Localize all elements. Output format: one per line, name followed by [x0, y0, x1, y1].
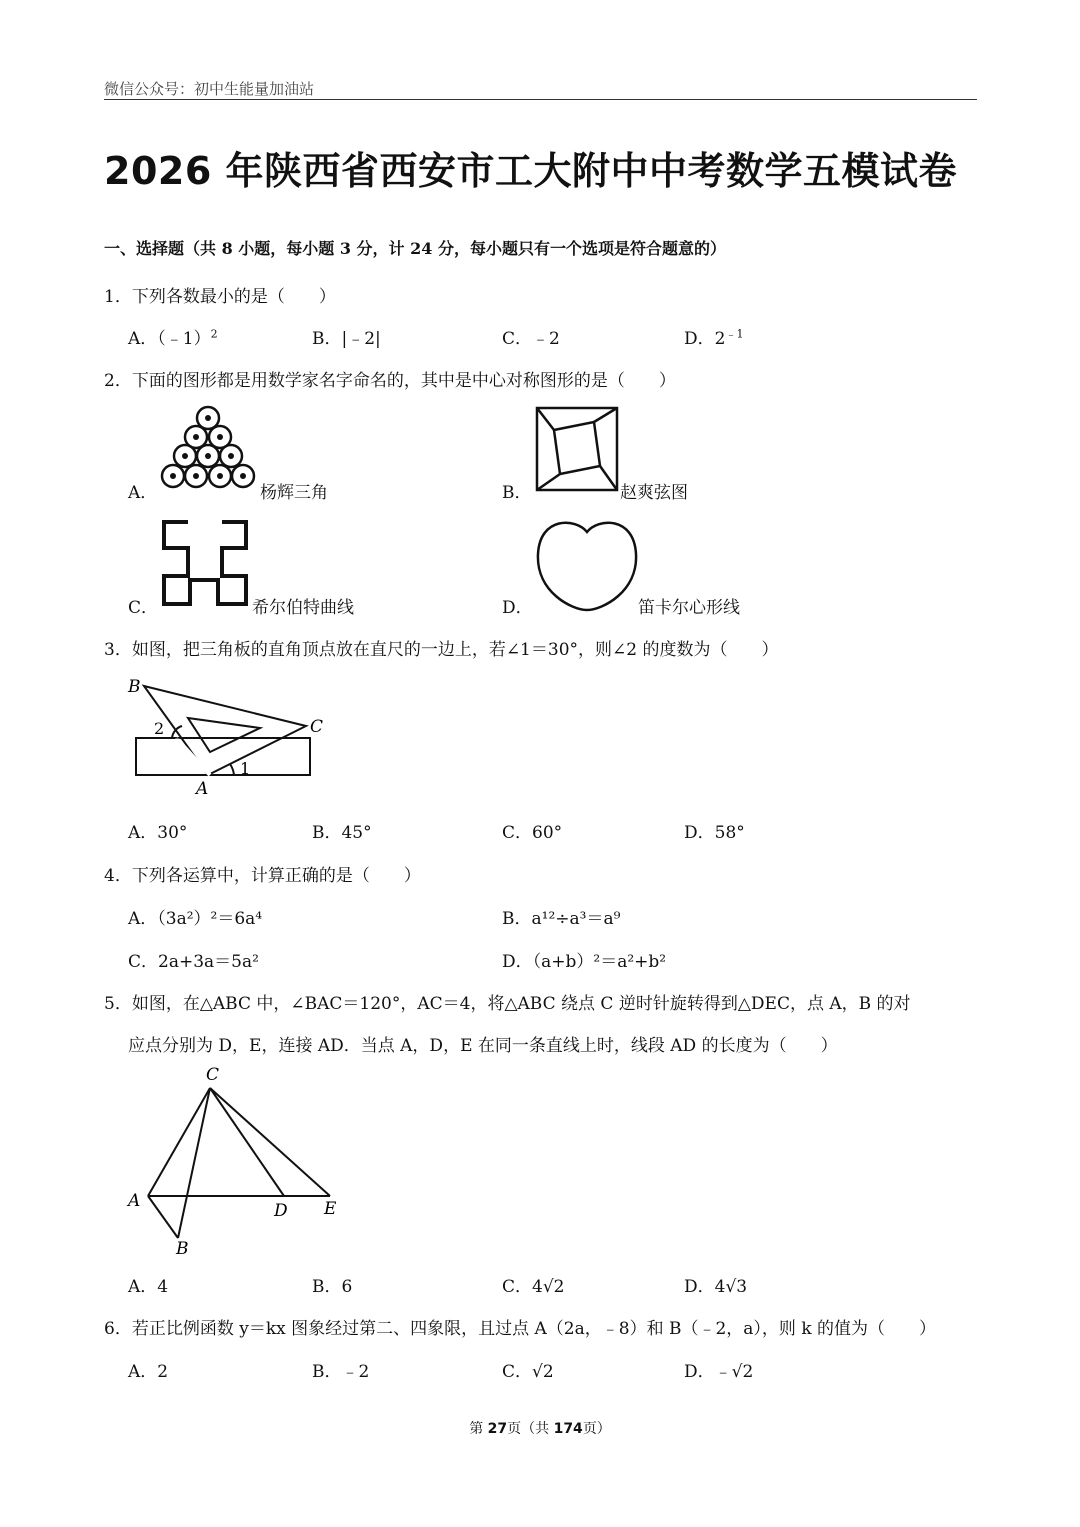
- question-2-caption-c: 希尔伯特曲线: [252, 598, 354, 618]
- question-5-option-a: A．4: [128, 1277, 169, 1297]
- question-6-stem: 6．若正比例函数 y＝kx 图象经过第二、四象限，且过点 A（2a，﹣8）和 B（﹣2，a），则 k 的值为（ ）: [104, 1319, 937, 1339]
- question-3-option-a: A．30°: [128, 823, 188, 843]
- question-2-stem: 2．下面的图形都是用数学家名字命名的，其中是中心对称图形的是（ ）: [104, 371, 676, 391]
- yanghui-triangle-figure: [158, 404, 258, 496]
- page-total: 174: [553, 1421, 583, 1437]
- question-2-caption-b: 赵爽弦图: [620, 483, 688, 503]
- zhao-shuang-diagram-figure: [534, 404, 620, 494]
- triangle-inner: [188, 718, 260, 752]
- label-angle-1: 1: [240, 759, 251, 778]
- question-6-option-a: A．2: [128, 1362, 169, 1382]
- question-3-option-d: D．58°: [684, 823, 745, 843]
- label-B: B: [176, 1239, 189, 1258]
- question-6-option-c: C．√2: [502, 1362, 554, 1382]
- page-title: 2026 年陕西省西安市工大附中中考数学五模试卷: [104, 149, 957, 193]
- page-footer: 第 27页（共 174页）: [469, 1421, 611, 1437]
- triangle-outer: [144, 686, 306, 775]
- label-E: E: [324, 1199, 337, 1219]
- question-2-option-c-letter: C．: [128, 598, 159, 618]
- question-5-stem-line-1: 5．如图，在△ABC 中，∠BAC＝120°，AC＝4，将△ABC 绕点 C 逆时针旋转得到△DEC，点 A，B 的对: [104, 994, 911, 1014]
- label-C: C: [310, 717, 324, 737]
- question-6-option-b: B．﹣2: [312, 1362, 370, 1382]
- label-D: D: [274, 1201, 288, 1221]
- triangle-ruler-figure: [124, 672, 344, 802]
- section-heading: 一、选择题（共 8 小题，每小题 3 分，计 24 分，每小题只有一个选项是符合题意的）: [104, 239, 726, 258]
- rotation-triangle-figure: [124, 1062, 354, 1258]
- label-A: A: [128, 1191, 141, 1211]
- question-2-caption-a: 杨辉三角: [260, 483, 328, 503]
- question-4-option-b: B．a¹²÷a³＝a⁹: [502, 909, 621, 929]
- question-5-option-b: B．6: [312, 1277, 353, 1297]
- question-3-option-b: B．45°: [312, 823, 372, 843]
- question-1-stem: 1．下列各数最小的是（ ）: [104, 287, 336, 307]
- question-4-option-d: D．（a+b）²＝a²+b²: [502, 952, 667, 972]
- question-3-stem: 3．如图，把三角板的直角顶点放在直尺的一边上，若∠1＝30°，则∠2 的度数为（ ）: [104, 640, 779, 660]
- label-B: B: [128, 677, 141, 697]
- page-number: 27: [487, 1421, 508, 1437]
- label-C: C: [206, 1065, 220, 1085]
- hilbert-curve-figure: [158, 518, 252, 608]
- question-2-option-d-letter: D．: [502, 598, 533, 618]
- question-4-option-a: A．（3a²）²＝6a⁴: [128, 909, 263, 929]
- question-5-option-c: C．4√2: [502, 1277, 565, 1297]
- question-5-option-d: D．4√3: [684, 1277, 748, 1297]
- question-6-option-d: D．﹣√2: [684, 1362, 754, 1382]
- question-1-option-d: D．$2^{﹣1}$: [684, 327, 744, 349]
- question-1-option-a: A．（﹣1）$^2$: [128, 327, 218, 349]
- cardioid-figure: [532, 514, 642, 614]
- label-angle-2: 2: [154, 719, 165, 738]
- label-A: A: [196, 779, 209, 799]
- question-1-option-b: B．|﹣2|: [312, 329, 381, 349]
- question-2-option-a-letter: A．: [128, 483, 158, 503]
- ruler-rect: [136, 738, 310, 775]
- question-4-stem: 4．下列各运算中，计算正确的是（ ）: [104, 866, 421, 886]
- question-4-option-c: C．2a+3a＝5a²: [128, 952, 259, 972]
- question-5-stem-line-2: 应点分别为 D，E，连接 AD．当点 A，D，E 在同一条直线上时，线段 AD 的长度为（ ）: [128, 1036, 838, 1056]
- header-divider: [104, 99, 977, 100]
- question-2-caption-d: 笛卡尔心形线: [638, 598, 740, 618]
- question-2-option-b-letter: B．: [502, 483, 532, 503]
- question-1-option-c: C．﹣2: [502, 329, 560, 349]
- question-3-option-c: C．60°: [502, 823, 563, 843]
- header-source: 微信公众号：初中生能量加油站: [104, 80, 315, 98]
